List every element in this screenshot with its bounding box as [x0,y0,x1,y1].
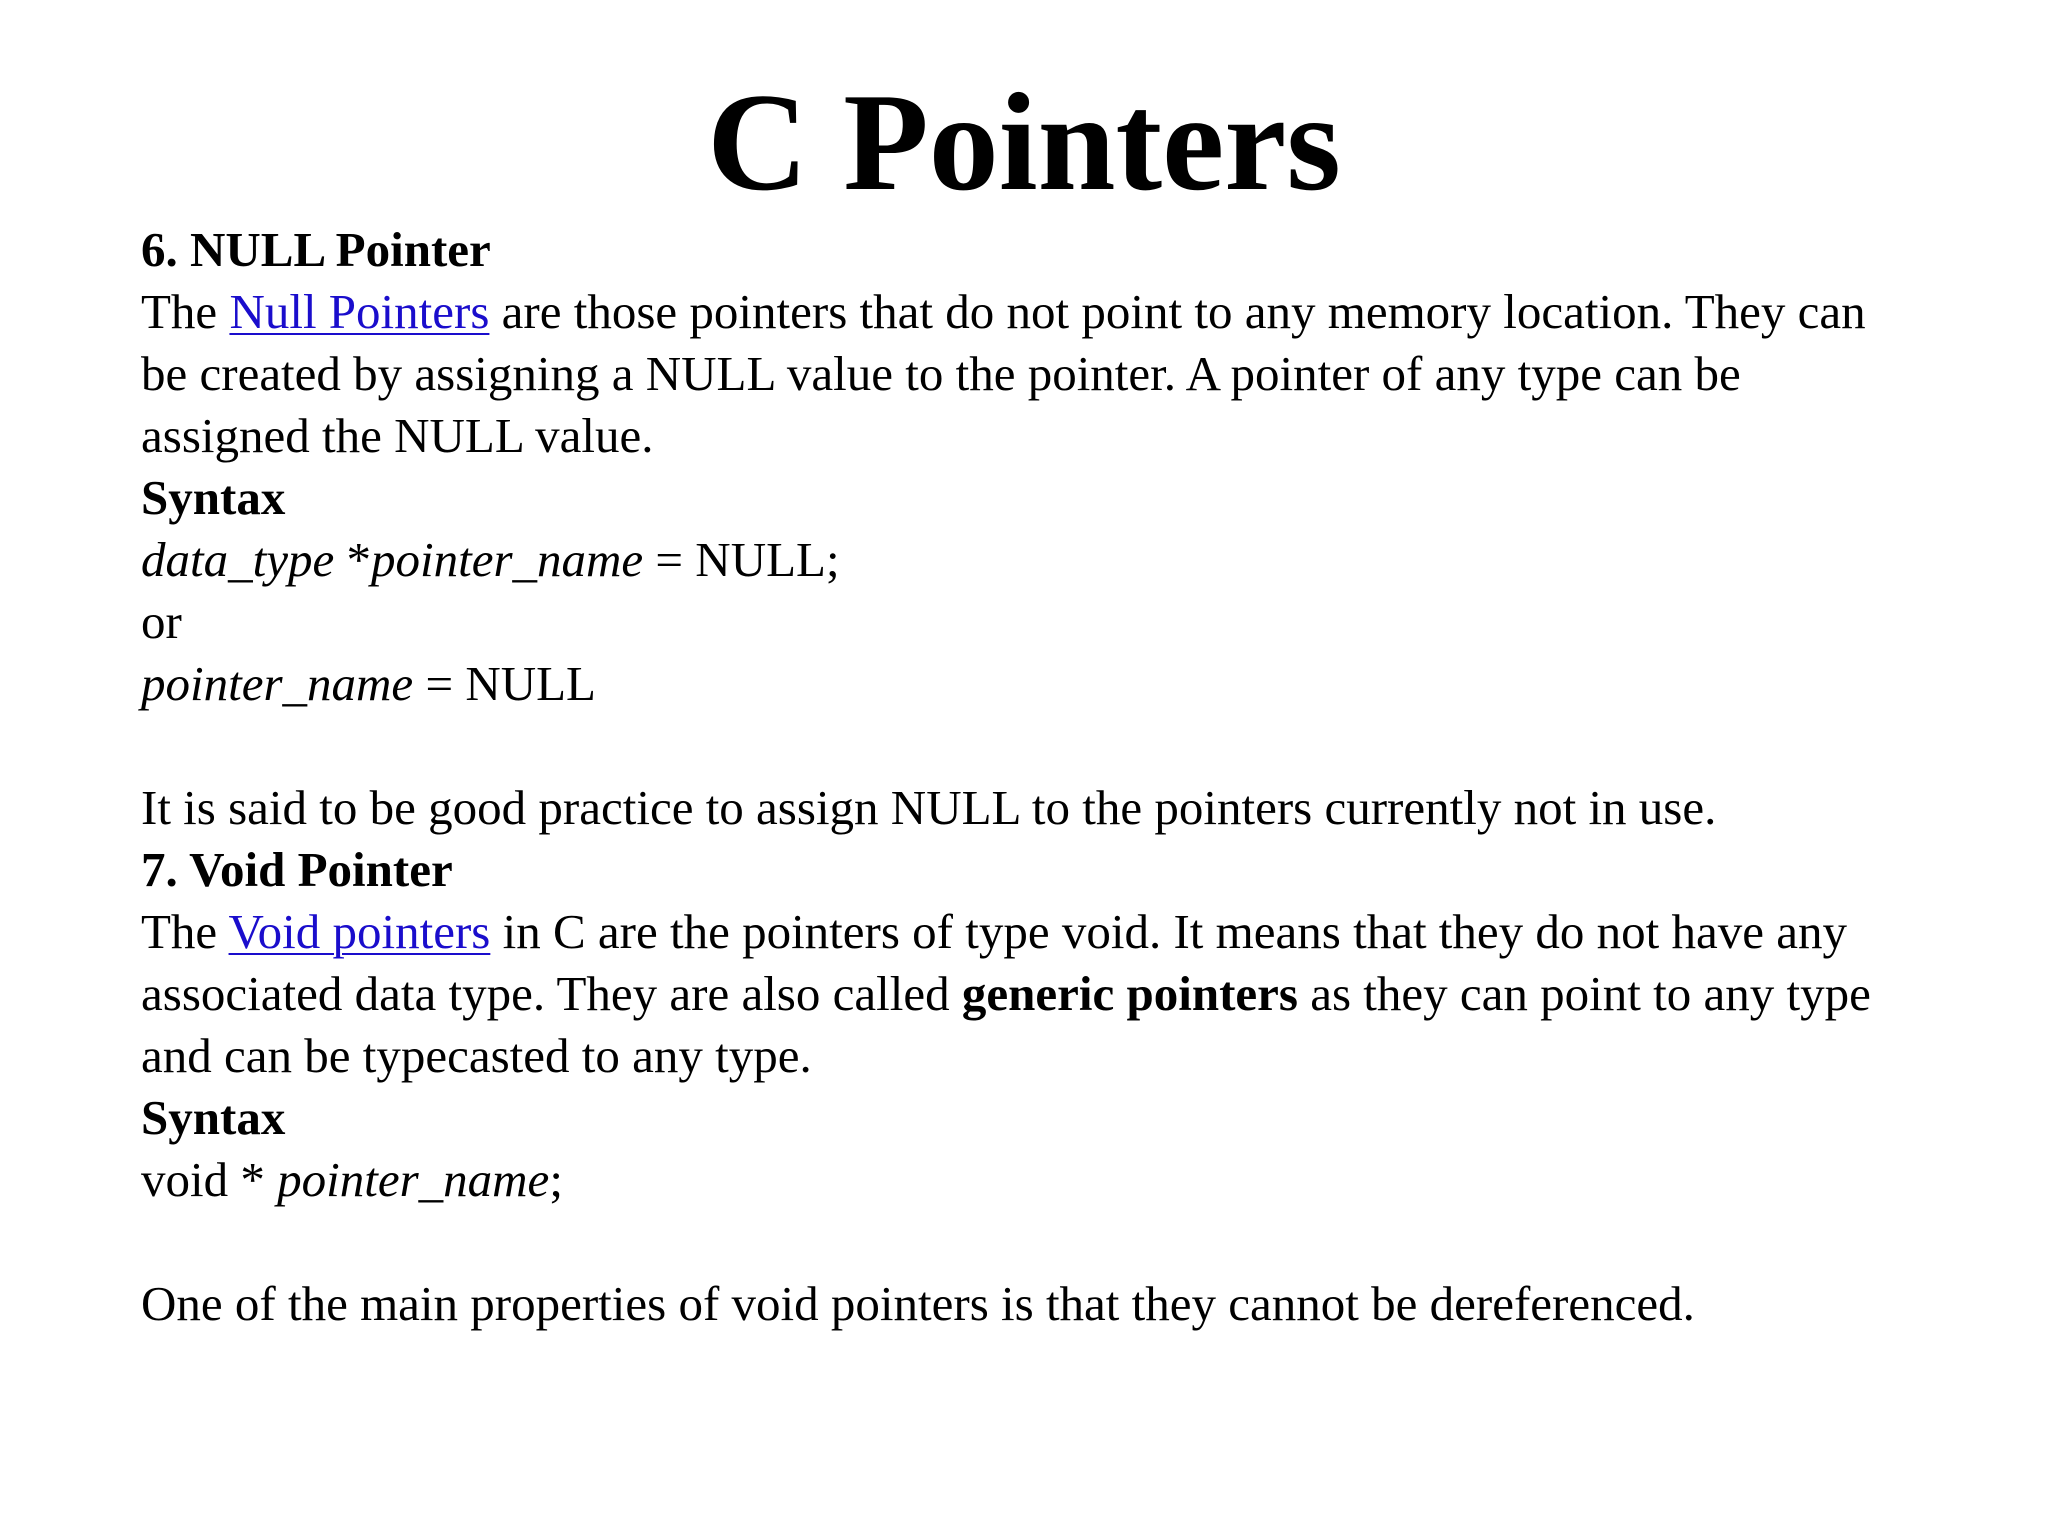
code-assign-null: = NULL; [643,532,840,587]
void-syntax-label: Syntax [141,1090,286,1145]
or-text: or [141,594,182,649]
void-paragraph-line-2 [141,963,2021,1025]
null-text-before-link: The [141,284,230,339]
code-semicolon: ; [549,1152,563,1207]
blank-line [141,715,2021,777]
code-pointer-name: pointer_name [370,532,644,587]
void-pointers-link[interactable]: Void pointers [228,904,491,959]
null-syntax-code-2 [141,653,2021,715]
generic-pointers-term: generic pointers [961,966,1298,1021]
null-practice-note: It is said to be good practice to assign NULL to the pointers currently not in use. [141,780,1717,835]
null-syntax-code-1 [141,529,2021,591]
code-data-type: data_type [141,532,335,587]
void-paragraph-line-1 [141,901,2021,963]
code-star: * [334,532,371,587]
null-pointer-heading: 6. NULL Pointer [141,222,491,277]
void-text-before-link: The [141,904,229,959]
null-text-after-link: are those pointers that do not point to any memory location. They can [489,284,1866,339]
void-syntax-code [141,1149,2021,1211]
code-pointer-name-2: pointer_name [141,656,414,711]
null-syntax-label: Syntax [141,470,286,525]
void-pointer-heading: 7. Void Pointer [141,842,453,897]
void-text-after-link: in C are the pointers of type void. It means that they do not have any [490,904,1848,959]
void-paragraph-line-3: and can be typecasted to any type. [141,1028,812,1083]
blank-line-2 [141,1211,2021,1273]
code-void-prefix: void * [141,1152,278,1207]
null-paragraph-line-1 [141,281,2021,343]
null-paragraph-line-3: assigned the NULL value. [141,408,654,463]
void-property-note: One of the main properties of void pointers is that they cannot be dereferenced. [141,1276,1695,1331]
code-void-pointer-name: pointer_name [277,1152,550,1207]
code-assign-null-2: = NULL [413,656,596,711]
null-paragraph-line-2: be created by assigning a NULL value to the pointer. A pointer of any type can be [141,346,1741,401]
void-text-after-bold: as they can point to any type [1297,966,1871,1021]
slide-body [141,219,2021,1335]
null-pointers-link[interactable]: Null Pointers [229,284,490,339]
slide-title: C Pointers [707,65,1341,220]
void-text-before-bold: associated data type. They are also called [141,966,962,1021]
